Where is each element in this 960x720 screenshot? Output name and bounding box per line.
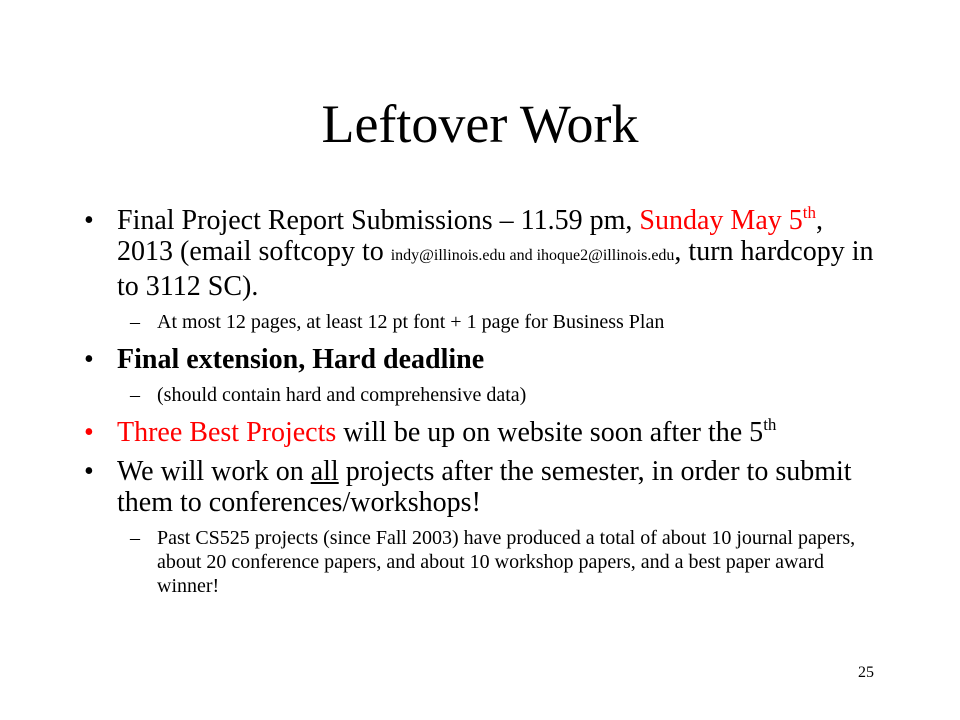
sub-bullet-data (84, 383, 884, 407)
bullet-marker: • (84, 205, 94, 236)
page-number: 25 (858, 664, 874, 681)
date-suffix: th (802, 203, 816, 222)
bullet-text: and (505, 247, 537, 264)
bullet-text: We will work on (117, 456, 311, 487)
bullet-marker: • (84, 417, 94, 448)
bullet-marker: • (84, 344, 94, 375)
email-link[interactable]: indy@illinois.edu (390, 247, 506, 264)
bullet-conferences (84, 456, 884, 518)
slide-body (84, 205, 884, 608)
bullet-hard-deadline (84, 344, 884, 375)
email-link[interactable]: ihoque2@illinois.edu (536, 247, 675, 264)
underlined-word: all (310, 456, 339, 487)
best-projects-highlight: Three Best Projects (117, 417, 337, 448)
dash-marker: – (130, 384, 140, 406)
slide-title: Leftover Work (321, 94, 639, 154)
sub-bullet-past-projects (84, 526, 884, 598)
bullet-text: will be up on website soon after the 5 (336, 417, 764, 448)
bullet-text: Final Project Report Submissions – 11.59 pm, (117, 205, 640, 236)
deadline-date: Sunday May 5 (639, 205, 803, 236)
dash-marker: – (130, 311, 140, 333)
dash-marker: – (130, 527, 140, 549)
bullet-text: projects after the semester, in order to submit them to conferences/workshops! (117, 456, 852, 518)
sub-bullet-text: Past CS525 projects (since Fall 2003) have produced a total of about 10 journal papers, about 20 conference papers, and about 10 workshop papers, and a best paper award winner! (157, 527, 856, 597)
sub-bullet-text: At most 12 pages, at least 12 pt font + 1 page for Business Plan (157, 311, 665, 333)
sub-bullet-text: (should contain hard and comprehensive data) (157, 384, 527, 406)
bullet-text: Final extension, Hard deadline (117, 344, 485, 375)
bullet-best-projects (84, 417, 884, 448)
bullet-text: , 2013 (email softcopy to (117, 205, 823, 267)
date-suffix: th (763, 415, 777, 434)
bullet-final-report (84, 205, 884, 302)
bullet-marker: • (84, 456, 94, 487)
bullet-text: , turn hardcopy in to 3112 SC). (117, 236, 874, 302)
sub-bullet-page-limit (84, 310, 884, 334)
